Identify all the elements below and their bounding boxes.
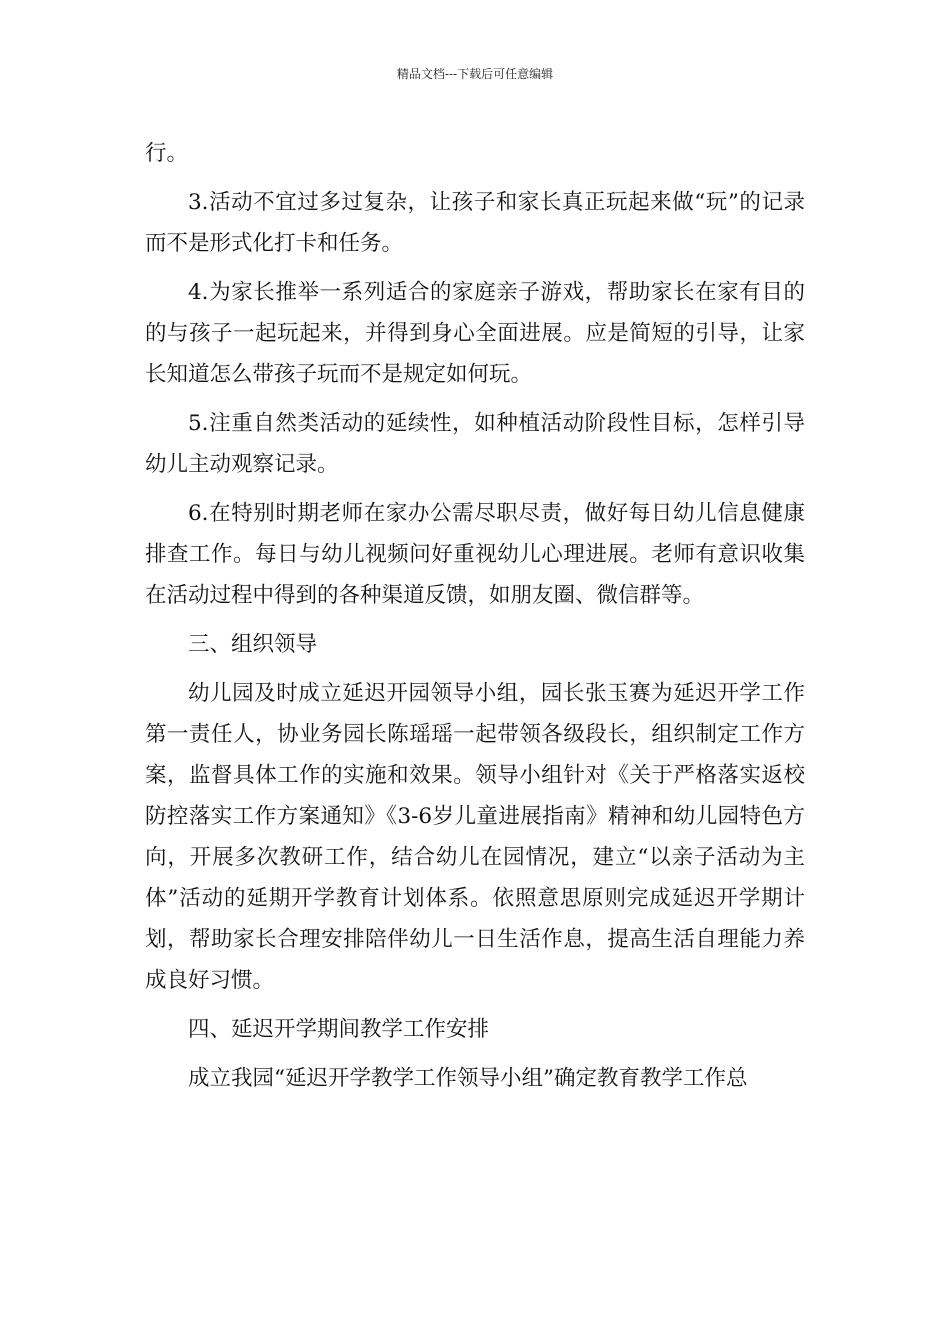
paragraph-item-6: 6.在特别时期老师在家办公需尽职尽责，做好每日幼儿信息健康排查工作。每日与幼儿视频问好重视幼儿心理进展。老师有意识收集在活动过程中得到的各种渠道反馈，如朋友圈、微信群等。: [145, 501, 805, 608]
document-body: [145, 133, 805, 1099]
paragraph-item-4: 4.为家长推举一系列适合的家庭亲子游戏，帮助家长在家有目的的与孩子一起玩起来，并得到身心全面进展。应是简短的引导，让家长知道怎么带孩子玩而不是规定如何玩。: [145, 280, 805, 387]
paragraph-item-5: 5.注重自然类活动的延续性，如种植活动阶段性目标，怎样引导幼儿主动观察记录。: [145, 411, 805, 477]
paragraph-continuation: 行。: [145, 141, 189, 166]
paragraph-organization: 幼儿园及时成立延迟开园领导小组，园长张玉赛为延迟开学工作第一责任人，协业务园长陈瑶瑶一起带领各级段长，组织制定工作方案，监督具体工作的实施和效果。领导小组针对《关于严格落实返校防控落实工作方案通知》《3-6岁儿童进展指南》精神和幼儿园特色方向，开展多次教研工作，结合幼儿在园情况，建立“以亲子活动为主体”活动的延期开学教育计划体系。依照意思原则完成延迟开学期计划，帮助家长合理安排陪伴幼儿一日生活作息，提高生活自理能力养成良好习惯。: [145, 681, 805, 993]
section-heading-teaching-arrangement: 四、延迟开学期间教学工作安排: [188, 1017, 490, 1042]
paragraph-item-3: 3.活动不宜过多过复杂，让孩子和家长真正玩起来做“玩”的记录而不是形式化打卡和任务。: [145, 190, 805, 256]
section-heading-organization: 三、组织领导: [188, 632, 318, 657]
paragraph-teaching-arrangement: 成立我园“延迟开学教学工作领导小组”确定教育教学工作总: [188, 1066, 748, 1091]
page-header-watermark: 精品文档---下载后可任意编辑: [396, 67, 554, 81]
